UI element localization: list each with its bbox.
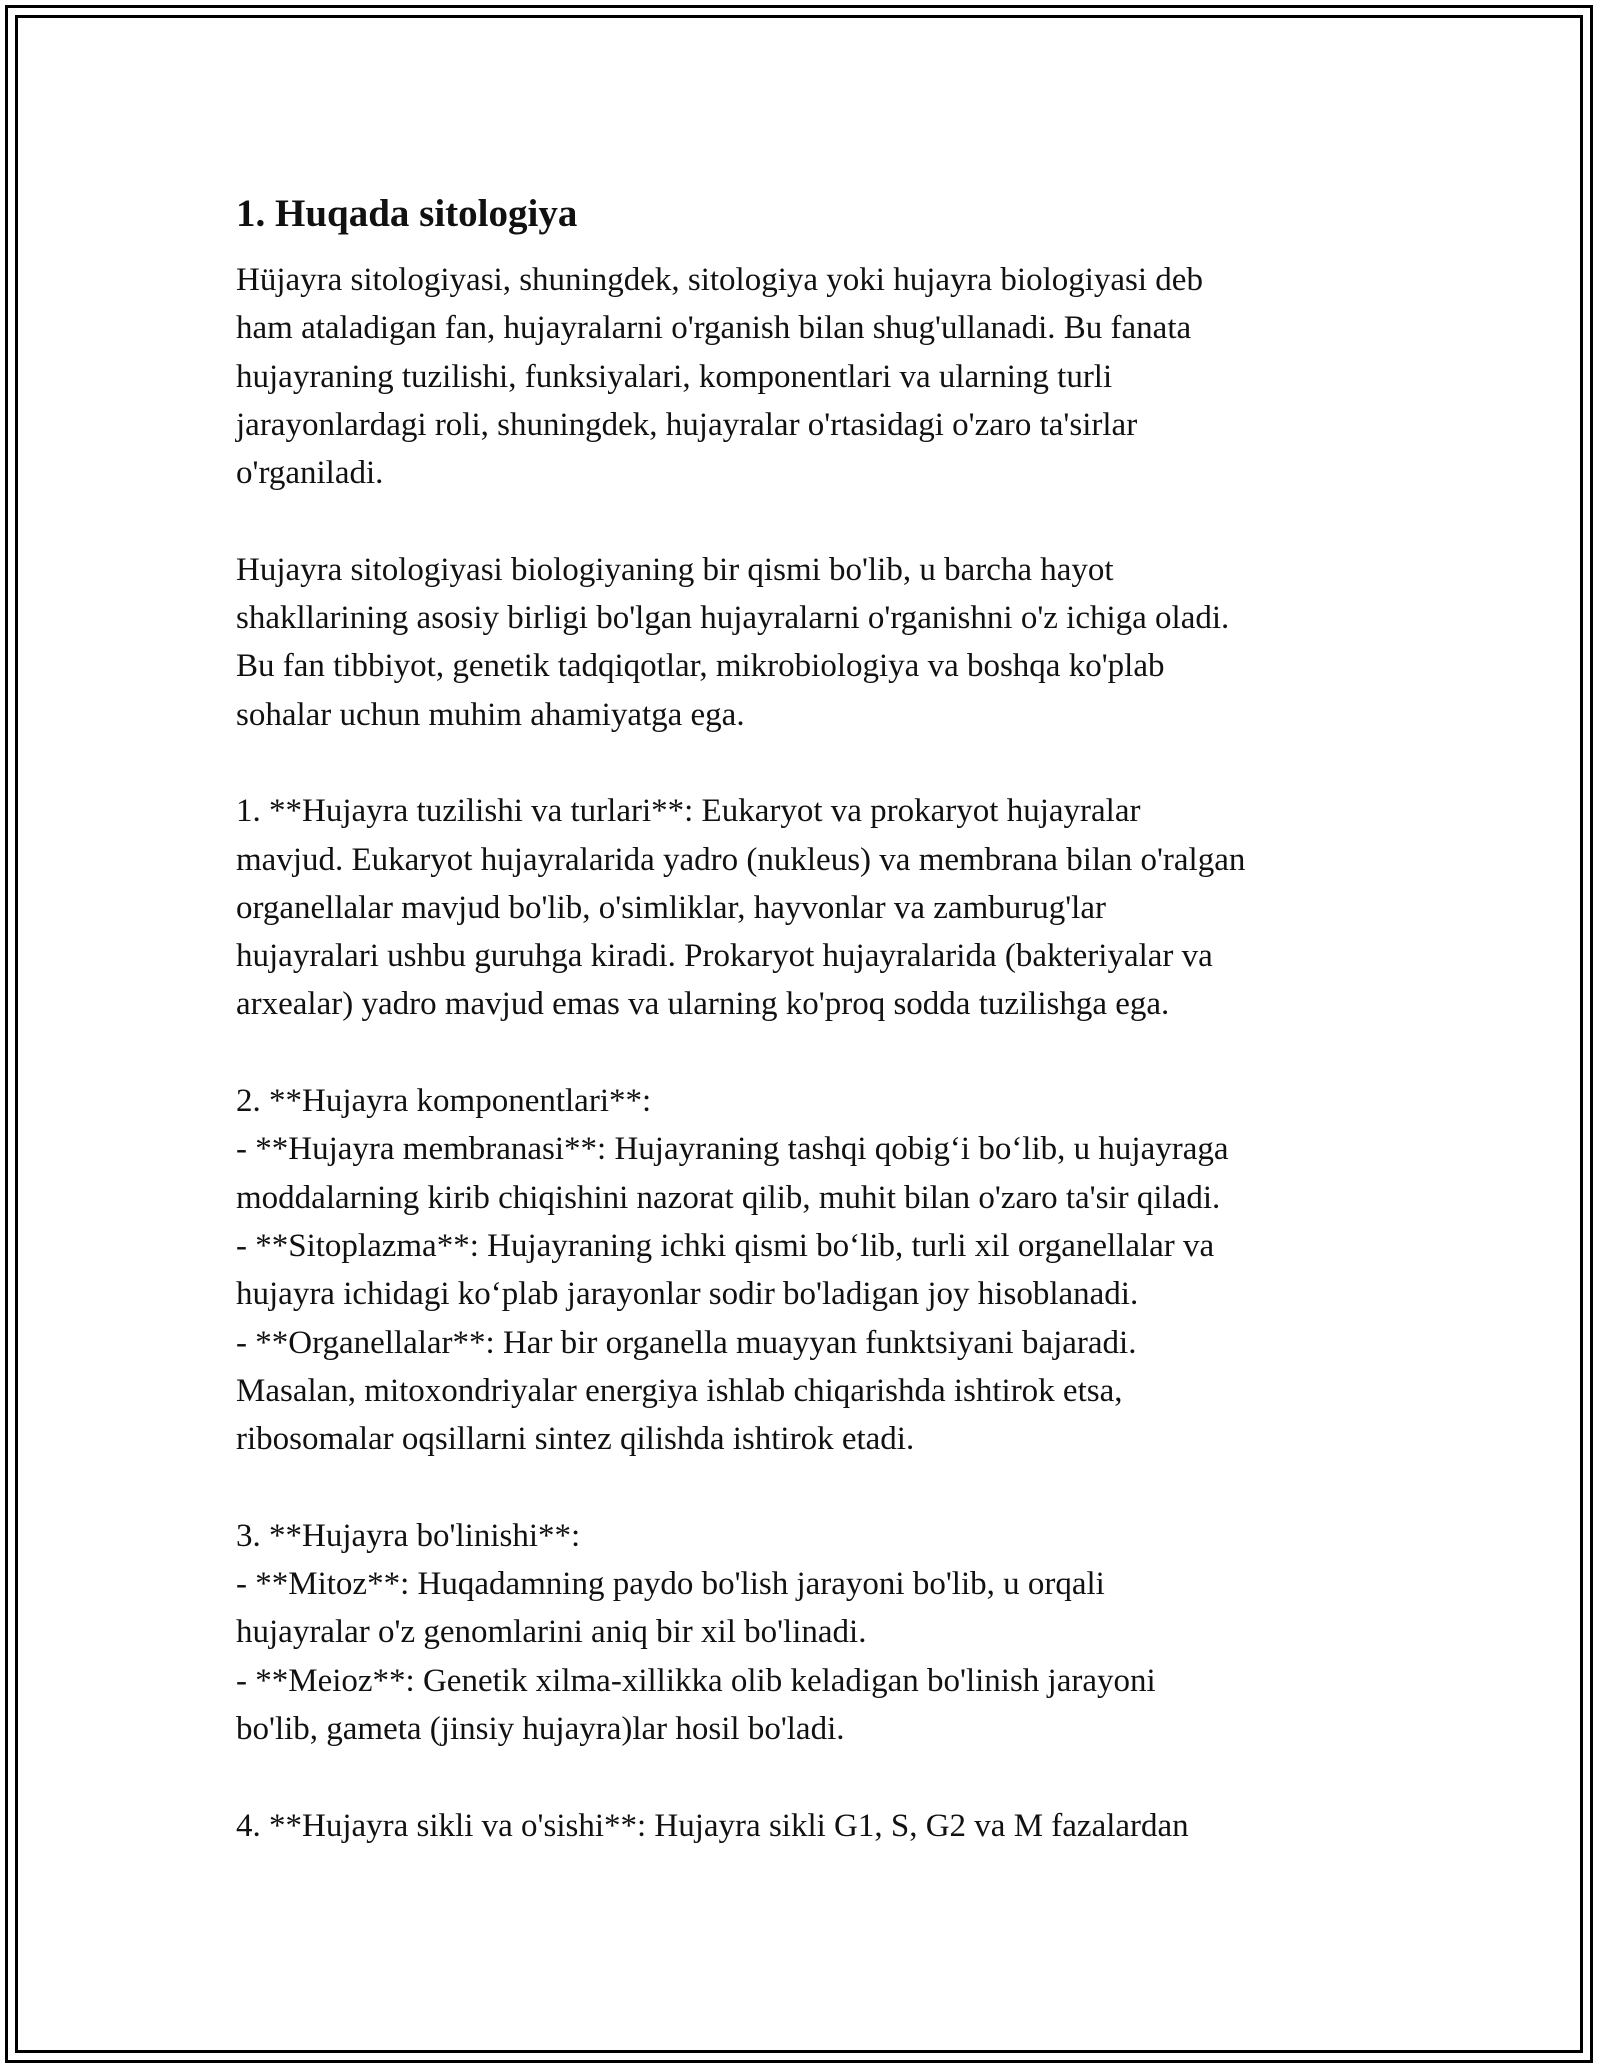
document-body: Hüjayra sitologiyasi, shuningdek, sitologiya yoki hujayra biologiyasi deb ham ataladigan fan, hujayralarni o'rganish bilan shug'ullanadi. Bu fanata hujayraning tuzilishi, funksiyalari, komponentlari va ularning turli jarayonlardagi roli, shuningdek, hujayralar o'rtasidagi o'zaro ta'sirlar o'rganiladi. Hujayra sitologiyasi biologiyaning bir qismi bo'lib, u barcha hayot shakllarining asosiy birligi bo'lgan hujayralarni o'rganishni o'z ichiga oladi. Bu fan tibbiyot, genetik tadqiqotlar, mikrobiologiya va boshqa ko'plab sohalar uchun muhim ahamiyatga ega. 1. **Hujayra tuzilishi va turlari**: Eukaryot va prokaryot hujayralar mavjud. Eukaryot hujayralarida yadro (nukleus) va membrana bilan o'ralgan organellalar mavjud bo'lib, o'simliklar, hayvonlar va zamburug'lar hujayralari ushbu guruhga kiradi. Prokaryot hujayralarida (bakteriyalar va arxealar) yadro mavjud emas va ularning ko'proq sodda tuzilishga ega. 2. **Hujayra komponentlari**: - **Hujayra membranasi**: Hujayraning tashqi qobig‘i bo‘lib, u hujayraga moddalarning kirib chiqishini nazorat qilib, muhit bilan o'zaro ta'sir qiladi. - **Sitoplazma**: Hujayraning ichki qismi bo‘lib, turli xil organellalar va hujayra ichidagi ko‘plab jarayonlar sodir bo'ladigan joy hisoblanadi. - **Organellalar**: Har bir organella muayyan funktsiyani bajaradi. Masalan, mitoxondriyalar energiya ishlab chiqarishda ishtirok etsa, ribosomalar oqsillarni sintez qilishda ishtirok etadi. 3. **Hujayra bo'linishi**: - **Mitoz**: Huqadamning paydo bo'lish jarayoni bo'lib, u orqali hujayralar o'z genomlarini aniq bir xil bo'linadi. - **Meioz**: Genetik xilma-xillikka olib keladigan bo'linish jarayoni bo'lib, gameta (jinsiy hujayra)lar hosil bo'ladi. 4. **Hujayra sikli va o'sishi**: Hujayra sikli G1, S, G2 va M fazalardan: [236, 262, 1246, 1844]
document-content: [236, 186, 1396, 1850]
document-title: 1. Huqada sitologiya: [236, 192, 578, 235]
